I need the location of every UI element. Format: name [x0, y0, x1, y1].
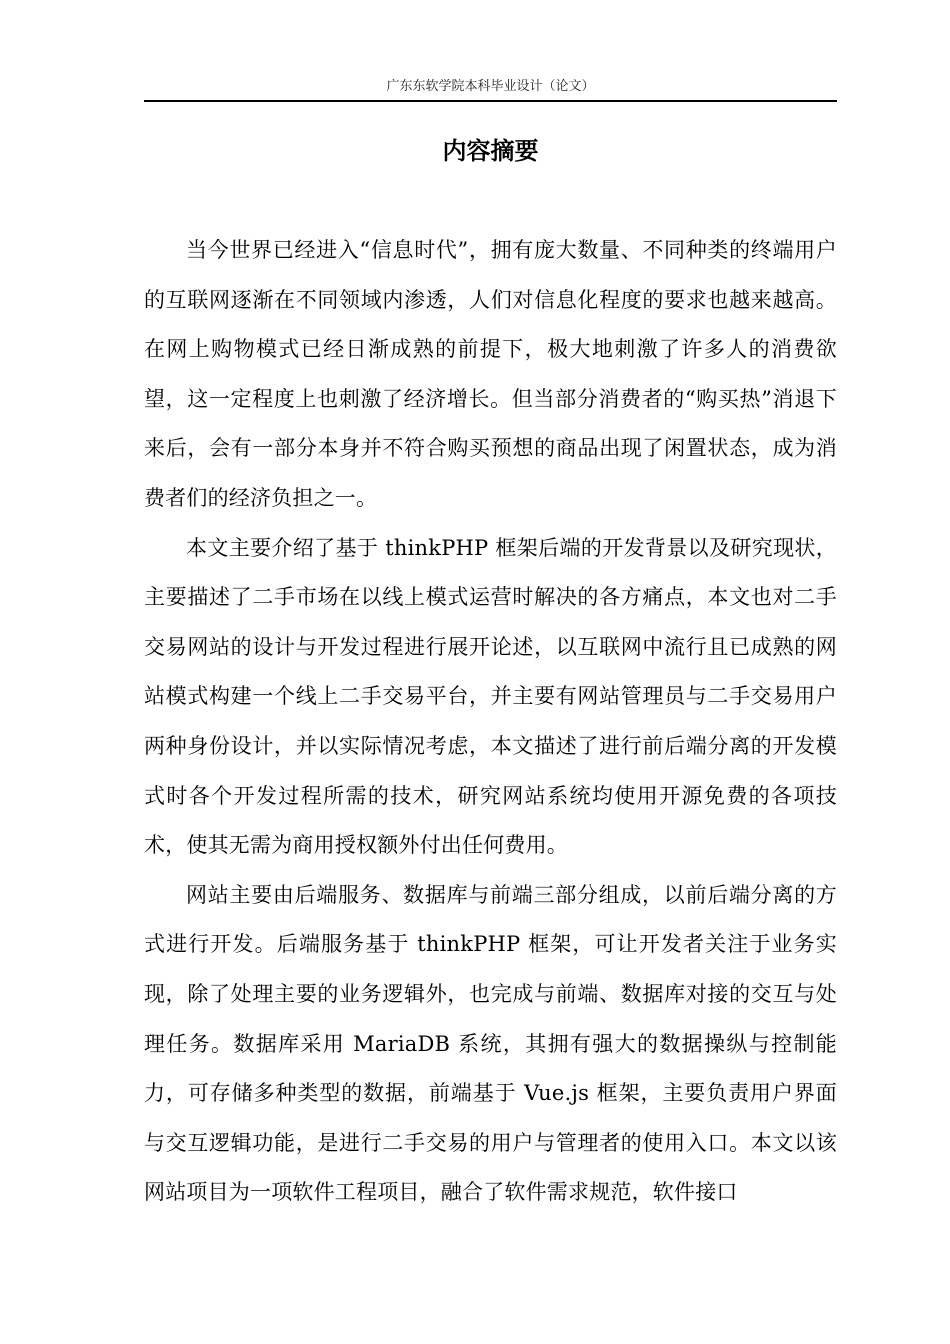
- header-rule: [144, 100, 837, 102]
- paragraph-1: 当今世界已经进入“信息时代”，拥有庞大数量、不同种类的终端用户的互联网逐渐在不同领域内渗透，人们对信息化程度的要求也越来越高。在网上购物模式已经日渐成熟的前提下，极大地刺激了许多人的消费欲望，这一定程度上也刺激了经济增长。但当部分消费者的“购买热”消退下来后，会有一部分本身并不符合购买预想的商品出现了闲置状态，成为消费者们的经济负担之一。: [144, 238, 837, 510]
- paragraph-2: 本文主要介绍了基于 thinkPHP 框架后端的开发背景以及研究现状，主要描述了二手市场在以线上模式运营时解决的各方痛点，本文也对二手交易网站的设计与开发过程进行展开论述，以互联网中流行且已成熟的网站模式构建一个线上二手交易平台，并主要有网站管理员与二手交易用户两种身份设计，并以实际情况考虑，本文描述了进行前后端分离的开发模式时各个开发过程所需的技术，研究网站系统均使用开源免费的各项技术，使其无需为商用授权额外付出任何费用。: [144, 535, 837, 858]
- abstract-body: [144, 226, 837, 1218]
- running-header: 广东东软学院本科毕业设计（论文）: [386, 79, 595, 94]
- page-title: 内容摘要: [442, 137, 539, 165]
- paragraph-3: 网站主要由后端服务、数据库与前端三部分组成，以前后端分离的方式进行开发。后端服务基于 thinkPHP 框架，可让开发者关注于业务实现，除了处理主要的业务逻辑外，也完成与前端、数据库对接的交互与处理任务。数据库采用 MariaDB 系统，其拥有强大的数据操纵与控制能力，可存储多种类型的数据，前端基于 Vue.js 框架，主要负责用户界面与交互逻辑功能，是进行二手交易的用户与管理者的使用入口。本文以该网站项目为一项软件工程项目，融合了软件需求规范，软件接口: [144, 882, 837, 1205]
